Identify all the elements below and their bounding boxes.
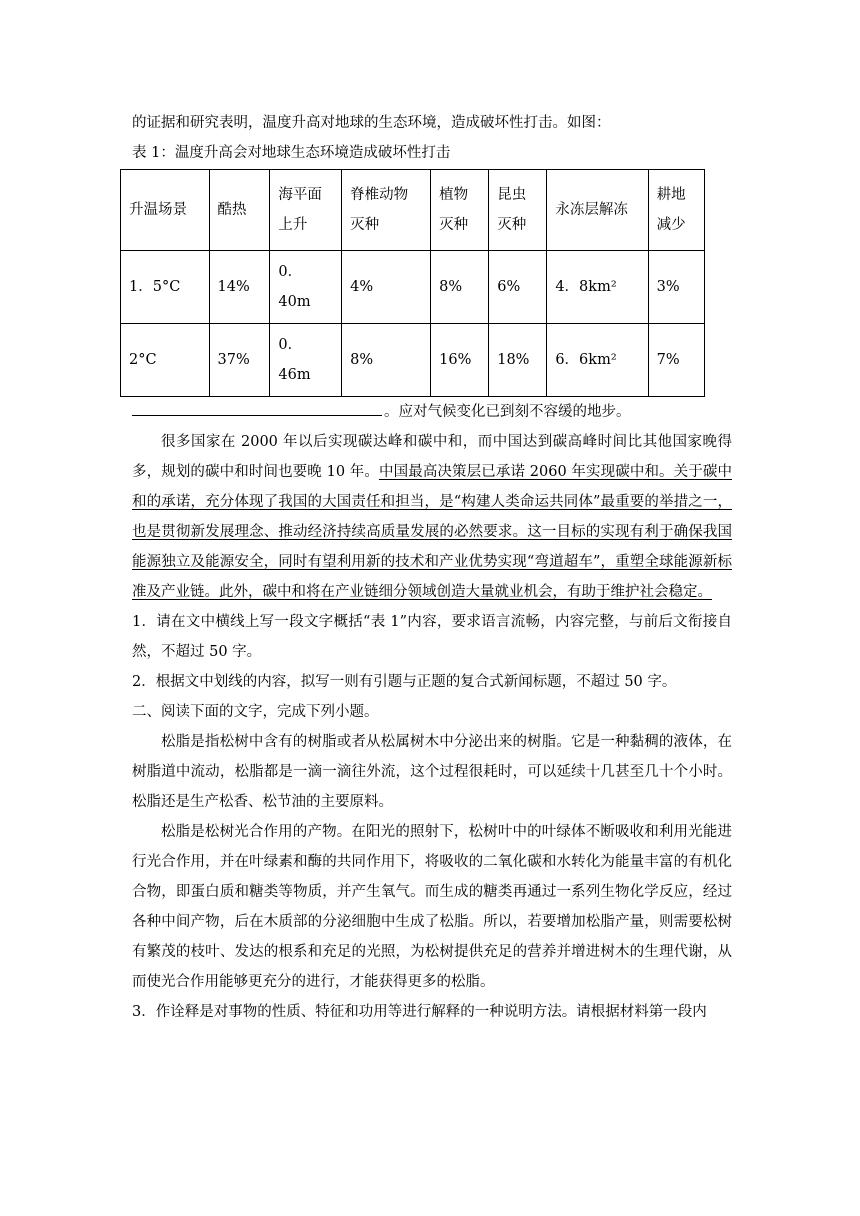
table-cell: 8% (342, 324, 431, 397)
blank-tail-text: 。应对气候变化已到刻不容缓的地步。 (384, 404, 631, 420)
intro-line: 的证据和研究表明，温度升高对地球的生态环境，造成破坏性打击。如图： (132, 115, 611, 131)
table-cell: 16% (431, 324, 489, 397)
question-3: 3．作诠释是对事物的性质、特征和功用等进行解释的一种说明方法。请根据材料第一段内 (132, 1004, 707, 1020)
question-1: 1．请在文中横线上写一段文字概括“表 1”内容，要求语言流畅，内容完整，与前后文衔接自然，不超过 50 字。 (132, 614, 732, 660)
table-cell: 0．46m (270, 324, 342, 397)
document-page (129, 108, 732, 1027)
table-cell: 7% (648, 324, 704, 397)
table-header-row (121, 170, 705, 251)
paragraph-pine-resin: 松脂是指松树中含有的树脂或者从松属树木中分泌出来的树脂。它是一种黏稠的液体，在树脂道中流动，松脂都是一滴一滴往外流，这个过程很耗时，可以延续十几甚至几十个小时。松脂还是生产松香、松节油的主要原料。 (132, 734, 732, 810)
table-cell: 6% (489, 251, 547, 324)
table-cell: 14% (209, 251, 270, 324)
answer-blank[interactable] (132, 401, 382, 416)
table-caption: 表 1：温度升高会对地球生态环境造成破坏性打击 (132, 145, 451, 161)
table-header-cell: 酷热 (209, 170, 270, 251)
table-cell: 2°C (121, 324, 210, 397)
table-header-cell: 耕地减少 (648, 170, 704, 251)
temperature-impact-table (120, 169, 705, 397)
table-header-cell: 植物灭种 (431, 170, 489, 251)
paragraph-carbon-neutral (132, 427, 732, 607)
table-row (121, 324, 705, 397)
paragraph-photosynthesis: 松脂是松树光合作用的产物。在阳光的照射下，松树叶中的叶绿体不断吸收和利用光能进行光合作用，并在叶绿素和酶的共同作用下，将吸收的二氧化碳和水转化为能量丰富的有机化合物，即蛋白质和糖类等物质，并产生氧气。而生成的糖类再通过一系列生物化学反应，经过各种中间产物，后在木质部的分泌细胞中生成了松脂。所以，若要增加松脂产量，则需要松树有繁茂的枝叶、发达的根系和充足的光照，为松树提供充足的营养并增进树木的生理代谢，从而使光合作用能够更充分的进行，才能获得更多的松脂。 (132, 824, 732, 990)
paragraph-plain-text: 很多国家在 2000 年以后实现碳达峰和碳中和，而中国达到碳高峰时间比其他国家晚得多，规划的碳中和时间也要晚 10 年。 (132, 434, 732, 480)
table-cell: 6．6km² (547, 324, 648, 397)
table-cell: 3% (648, 251, 704, 324)
table-header-cell: 昆虫灭种 (489, 170, 547, 251)
section-2-heading: 二、阅读下面的文字，完成下列小题。 (132, 704, 379, 720)
table-cell: 18% (489, 324, 547, 397)
table-cell: 1．5°C (121, 251, 210, 324)
table-header-cell: 永冻层解冻 (547, 170, 648, 251)
table-cell: 8% (431, 251, 489, 324)
table-cell: 0．40m (270, 251, 342, 324)
table-cell: 4．8km² (547, 251, 648, 324)
fill-blank-line (132, 397, 732, 427)
table-header-cell: 脊椎动物灭种 (342, 170, 431, 251)
table-cell: 37% (209, 324, 270, 397)
table-header-cell: 升温场景 (121, 170, 210, 251)
table-cell: 4% (342, 251, 431, 324)
question-2: 2．根据文中划线的内容，拟写一则有引题与正题的复合式新闻标题，不超过 50 字。 (132, 674, 677, 690)
underlined-passage: 中国最高决策层已承诺 2060 年实现碳中和。关于碳中和的承诺，充分体现了我国的大国责任和担当，是“构建人类命运共同体”最重要的举措之一，也是贯彻新发展理念、推动经济持续高质量发展的必然要求。这一目标的实现有利于确保我国能源独立及能源安全，同时有望利用新的技术和产业优势实现“弯道超车”，重塑全球能源新标准及产业链。此外，碳中和将在产业链细分领域创造大量就业机会，有助于维护社会稳定。 (132, 464, 732, 600)
table-row (121, 251, 705, 324)
table-header-cell: 海平面上升 (270, 170, 342, 251)
